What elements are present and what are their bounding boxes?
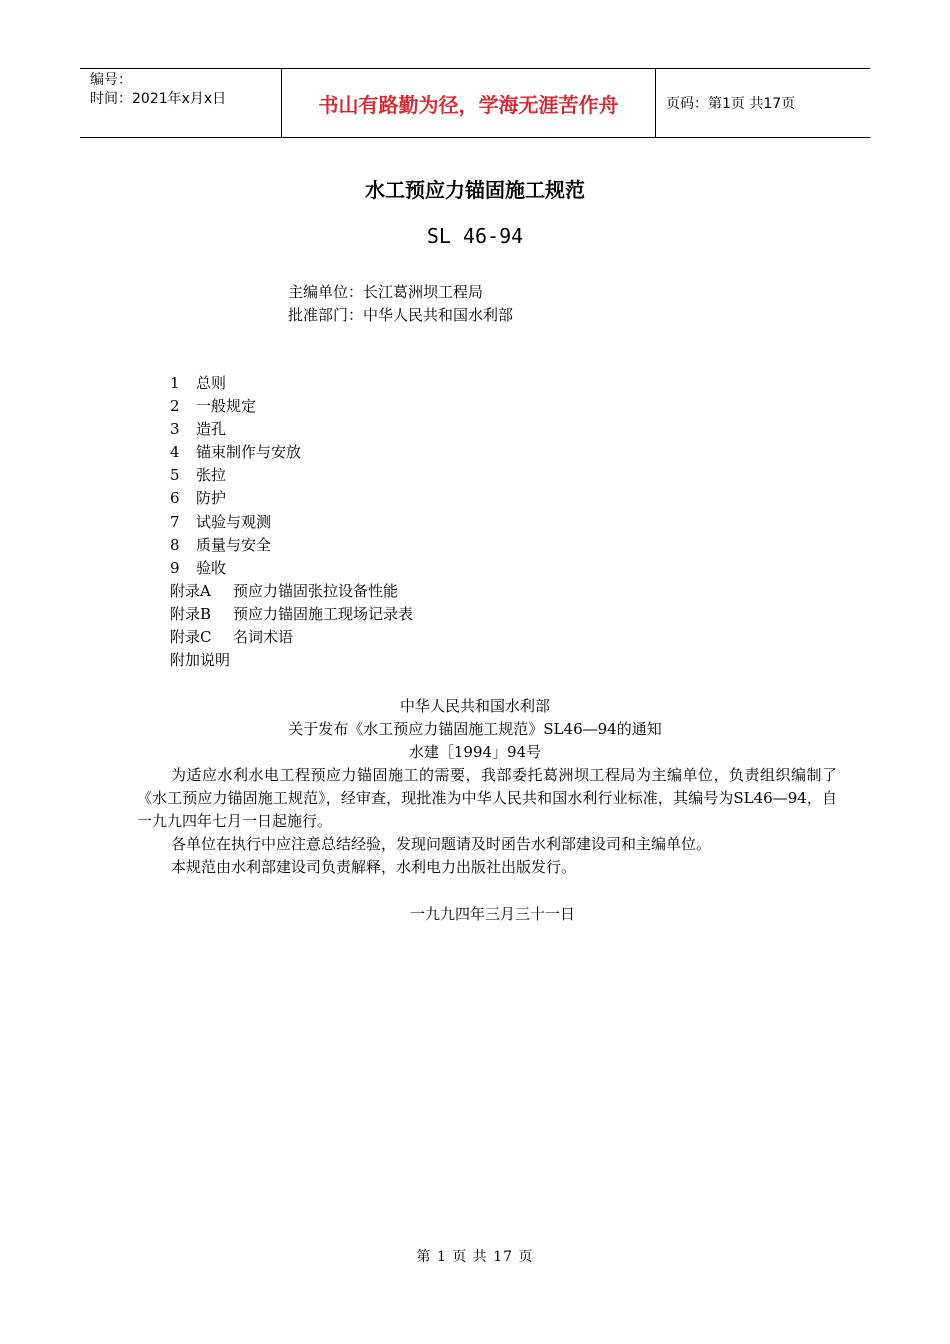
- document-title: 水工预应力锚固施工规范: [365, 178, 585, 202]
- notice-paragraph: 为适应水利水电工程预应力锚固施工的需要，我部委托葛洲坝工程局为主编单位，负责组织编制了《水工预应力锚固施工规范》，经审查，现批准为中华人民共和国水利行业标准，其编号为SL46—94，自一九九四年七月一日起施行。: [137, 766, 837, 830]
- notice-subject: 关于发布《水工预应力锚固施工规范》SL46—94的通知: [288, 720, 662, 738]
- toc-item: [170, 464, 413, 487]
- toc-item-number: 8: [170, 535, 180, 554]
- page-footer: 第 1 页 共 17 页: [416, 1249, 534, 1265]
- toc-appendix-label: 名词术语: [233, 628, 294, 647]
- toc-item-number: 1: [170, 374, 180, 392]
- toc-appendix-number: 附录A: [170, 581, 211, 600]
- toc-appendix-number: 附录C: [170, 628, 212, 647]
- toc-item-supplement: [170, 649, 413, 672]
- notice-date: 一九九四年三月三十一日: [410, 905, 576, 923]
- notice-document-number: 水建［1994」94号: [408, 743, 542, 761]
- toc-item-label: 造孔: [196, 420, 227, 439]
- document-meta: [288, 281, 513, 327]
- document-time-label: 时间：2021年x月x日: [90, 91, 227, 107]
- notice-issuer: 中华人民共和国水利部: [399, 697, 550, 715]
- toc-item-number: 7: [170, 512, 180, 531]
- toc-appendix-item: [170, 626, 413, 649]
- notice-paragraph: 本规范由水利部建设司负责解释，水利电力出版社出版发行。: [171, 858, 577, 876]
- toc-item-label: 质量与安全: [196, 535, 272, 554]
- approval-department: 批准部门：中华人民共和国水利部: [288, 306, 514, 324]
- notice-paragraph: 各单位在执行中应注意总结经验，发现问题请及时函告水利部建设司和主编单位。: [171, 835, 712, 853]
- toc-item-label: 张拉: [196, 466, 227, 485]
- toc-appendix-item: [170, 603, 413, 626]
- toc-item: [170, 372, 413, 395]
- toc-item-label: 防护: [196, 489, 227, 508]
- toc-item-label: 验收: [196, 558, 227, 577]
- toc-item: [170, 534, 413, 557]
- toc-appendix-label: 预应力锚固施工现场记录表: [233, 604, 414, 623]
- toc-appendix-item: [170, 580, 413, 603]
- header-meta-cell: [80, 69, 282, 137]
- table-of-contents: [170, 372, 413, 672]
- toc-item-label: 试验与观测: [196, 512, 272, 531]
- notice-heading: [0, 695, 950, 764]
- document-number-label: 编号：: [90, 72, 132, 88]
- toc-item-label: 总则: [196, 374, 227, 392]
- toc-item-label: 锚束制作与安放: [196, 443, 302, 462]
- page-header: [80, 68, 870, 138]
- toc-item-number: 4: [170, 443, 180, 462]
- notice-body: [137, 764, 837, 879]
- standard-code: SL 46-94: [426, 224, 524, 248]
- toc-item: [170, 511, 413, 534]
- toc-item-label: 附加说明: [170, 651, 231, 670]
- toc-item: [170, 487, 413, 510]
- toc-appendix-number: 附录B: [170, 604, 212, 623]
- toc-item-number: 3: [170, 420, 180, 439]
- header-page-info: 页码：第1页 共17页: [666, 96, 796, 112]
- header-slogan: 书山有路勤为径，学海无涯苦作舟: [282, 69, 656, 137]
- toc-item-number: 6: [170, 489, 180, 508]
- toc-appendix-label: 预应力锚固张拉设备性能: [233, 581, 399, 600]
- toc-item-number: 5: [170, 466, 180, 485]
- toc-item: [170, 418, 413, 441]
- toc-item: [170, 395, 413, 418]
- toc-item: [170, 557, 413, 580]
- toc-item-number: 2: [170, 397, 180, 416]
- toc-item-number: 9: [170, 558, 180, 577]
- toc-item: [170, 441, 413, 464]
- editor-unit: 主编单位：长江葛洲坝工程局: [288, 283, 484, 301]
- toc-item-label: 一般规定: [196, 397, 257, 416]
